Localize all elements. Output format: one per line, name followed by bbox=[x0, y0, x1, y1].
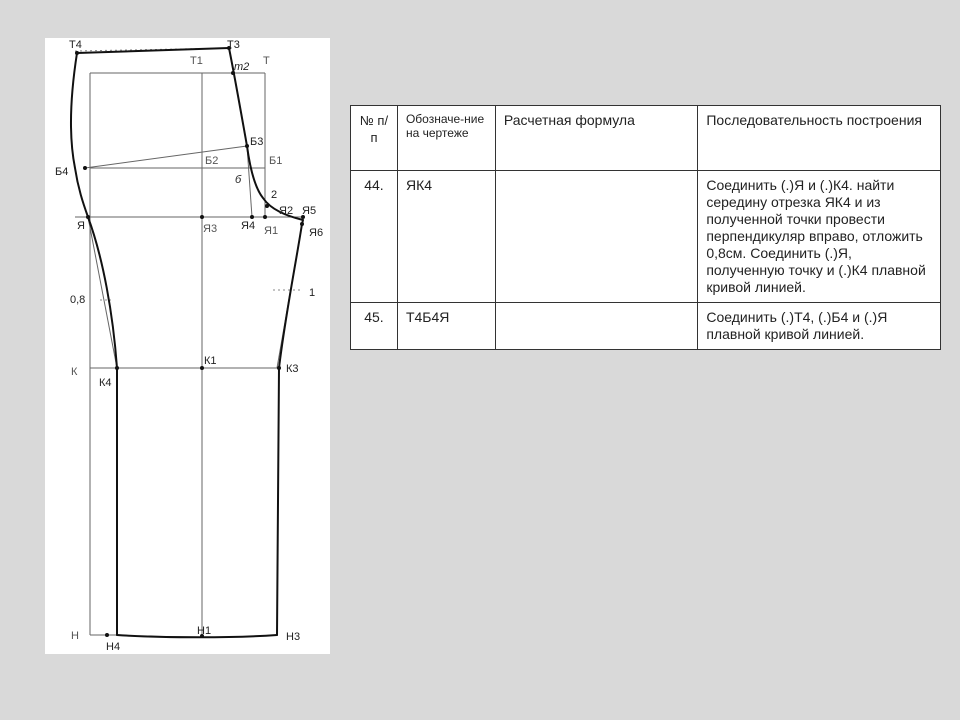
label-n3: Н3 bbox=[286, 631, 301, 643]
label-k4: К4 bbox=[99, 377, 112, 389]
row-sequence: Соединить (.)Я и (.)К4. найти середину отрезка ЯК4 и из полученной точки провести перпендикуляр вправо, отложить 0,8см. Соединить (.)Я, полученную точку и (.)К4 плавной кривой линией. bbox=[698, 171, 941, 303]
table-row bbox=[351, 303, 941, 350]
label-t2: т2 bbox=[234, 61, 250, 73]
point-b4 bbox=[83, 166, 87, 170]
center-seam bbox=[229, 48, 303, 224]
row-formula bbox=[495, 303, 698, 350]
label-b4: Б4 bbox=[55, 166, 69, 178]
point-b3 bbox=[245, 144, 249, 148]
point-ya3 bbox=[200, 215, 204, 219]
label-b: б bbox=[235, 174, 242, 186]
point-t4 bbox=[75, 51, 79, 55]
row-formula bbox=[495, 171, 698, 303]
row-sequence: Соединить (.)Т4, (.)Б4 и (.)Я плавной кривой линией. bbox=[698, 303, 941, 350]
label-k: К bbox=[71, 366, 78, 378]
label-ya5: Я5 bbox=[302, 205, 317, 217]
ya-k4-line bbox=[88, 217, 117, 368]
point-ya bbox=[86, 215, 90, 219]
point-k4 bbox=[115, 366, 119, 370]
label-1: 1 bbox=[309, 287, 316, 299]
label-b2: Б2 bbox=[205, 155, 219, 167]
hip-slanted-line bbox=[85, 146, 247, 168]
label-ya3: Я3 bbox=[203, 223, 218, 235]
row-num: 45. bbox=[351, 303, 398, 350]
label-2: 2 bbox=[271, 189, 278, 201]
label-b1: Б1 bbox=[269, 155, 283, 167]
row-num: 44. bbox=[351, 171, 398, 303]
header-sequence: Последовательность построения bbox=[698, 106, 941, 171]
label-k1: К1 bbox=[204, 355, 217, 367]
table-row bbox=[351, 171, 941, 303]
construction-points bbox=[75, 46, 305, 638]
label-ya4: Я4 bbox=[241, 220, 256, 232]
row-designation: Т4Б4Я bbox=[397, 303, 495, 350]
point-n4 bbox=[105, 633, 109, 637]
header-designation: Обозначе-ние на чертеже bbox=[397, 106, 495, 171]
pattern-drawing bbox=[45, 38, 330, 654]
construction-steps-table bbox=[350, 105, 941, 350]
pattern-contour bbox=[71, 48, 303, 637]
dotted-guides bbox=[75, 48, 300, 300]
label-t4: Т4 bbox=[69, 39, 82, 51]
label-t: Т bbox=[263, 55, 270, 67]
point-ya6 bbox=[300, 222, 304, 226]
label-n4: Н4 bbox=[106, 641, 121, 653]
pattern-svg bbox=[45, 38, 330, 654]
point-ya1 bbox=[263, 215, 267, 219]
point-2 bbox=[265, 204, 269, 208]
label-n1: Н1 bbox=[197, 625, 212, 637]
label-ya1: Я1 bbox=[264, 225, 279, 237]
label-ya2: Я2 bbox=[279, 205, 294, 217]
row-designation: ЯК4 bbox=[397, 171, 495, 303]
point-ya4 bbox=[250, 215, 254, 219]
label-t3: Т3 bbox=[227, 39, 240, 51]
label-t1: Т1 bbox=[190, 55, 203, 67]
label-n: Н bbox=[71, 630, 79, 642]
header-num: № п/п bbox=[351, 106, 398, 171]
label-ya: Я bbox=[77, 220, 85, 232]
label-08: 0,8 bbox=[70, 294, 86, 306]
side-seam-upper bbox=[71, 53, 88, 217]
header-formula: Расчетная формула bbox=[495, 106, 698, 171]
right-leg-contour bbox=[277, 368, 279, 635]
label-k3: К3 bbox=[286, 363, 299, 375]
waist-contour bbox=[77, 48, 229, 53]
table-header-row bbox=[351, 106, 941, 171]
inseam-upper bbox=[279, 224, 302, 368]
label-ya6: Я6 bbox=[309, 227, 324, 239]
point-k3 bbox=[277, 366, 281, 370]
label-b3: Б3 bbox=[250, 136, 264, 148]
